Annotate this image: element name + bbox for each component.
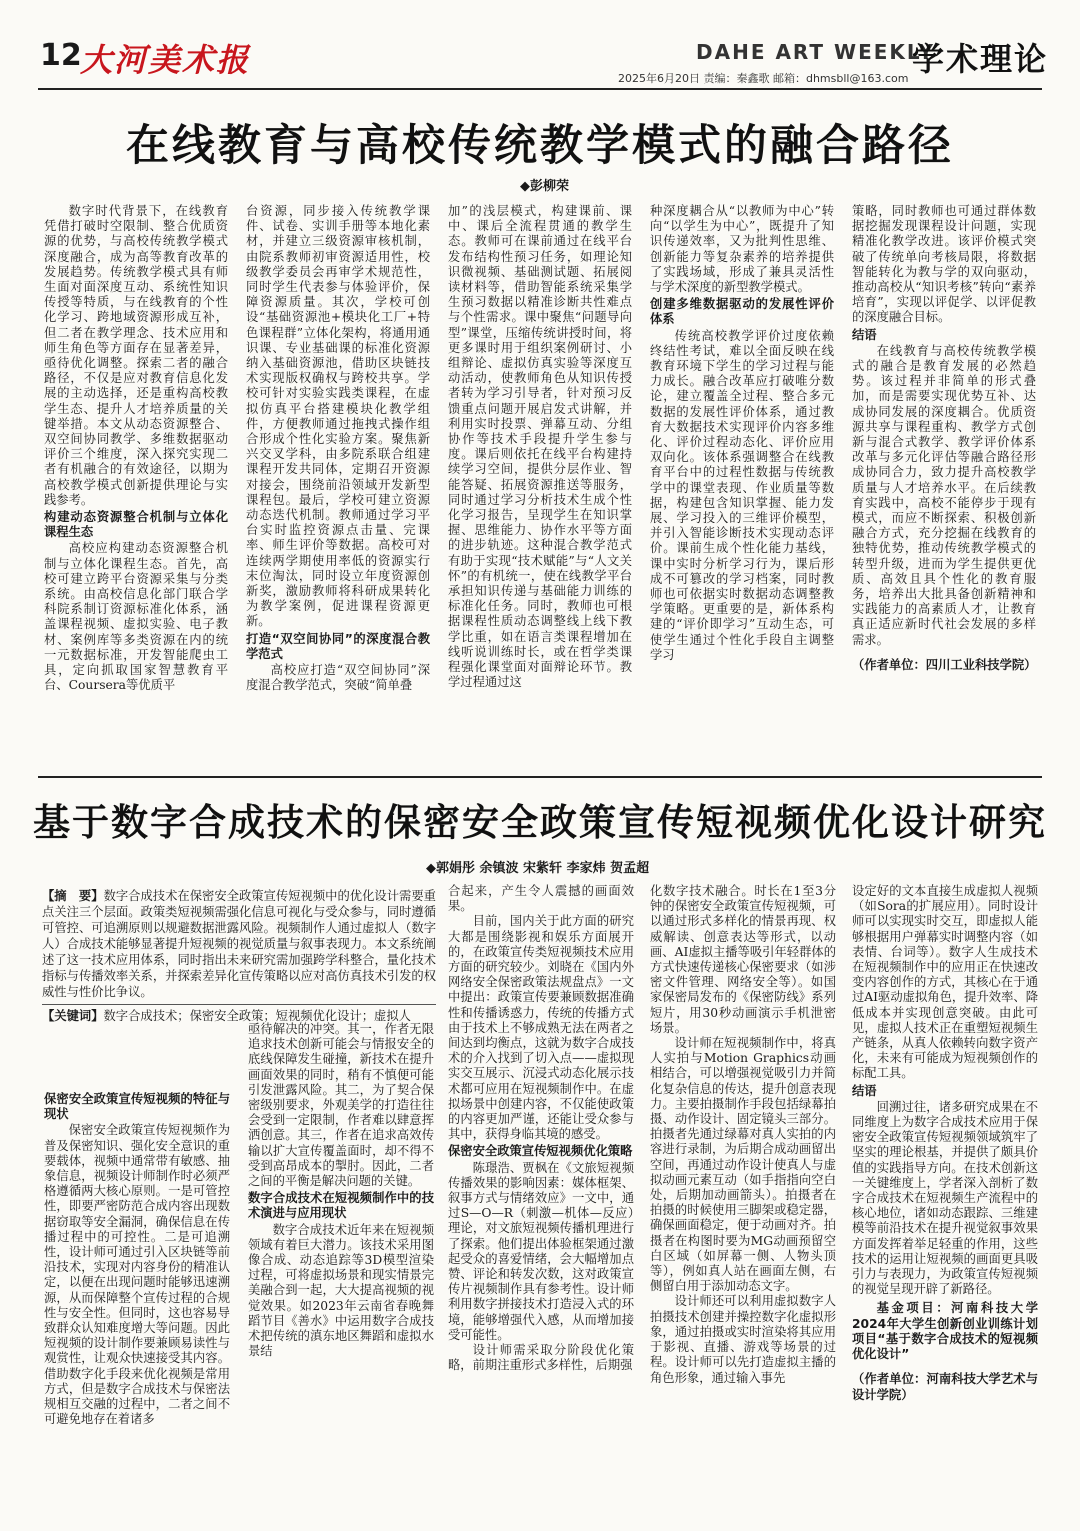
paragraph: 合起来，产生令人震撼的画面效果。 <box>448 884 634 914</box>
article2-column-1 <box>44 1090 230 1520</box>
paragraph: 数字时代背景下，在线教育凭借打破时空限制、整合优质资源的优势，与高校传统教学模式深度融合，成为高等教育改革的发展趋势。传统教学模式具有师生面对面深度互动、系统性知识传授等特质，与在线教育的个性化学习、跨地域资源形成互补，但二者在教学理念、技术应用和师生角色等方面存在显著差异，亟待优化调整。探索二者的融合路径，不仅是应对教育信息化发展的主动选择，还是重构高校教学生态、提升人才培养质量的关键举措。本文从动态资源整合、双空间协同教学、多维数据驱动评价三个维度，深入探究实现二者有机融合的有效途径，以期为高校教学模式创新提供理论与实践参考。 <box>44 204 228 507</box>
subheading: 数字合成技术在短视频制作中的技术演进与应用现状 <box>248 1191 434 1221</box>
article2-byline: ◆郭娟彤 余镇波 宋紫轩 李家炜 贺孟超 <box>426 861 650 876</box>
paragraph: 保密安全政策宣传短视频作为普及保密知识、强化安全意识的重要载体，视频中通常带有敏感、抽象信息，视频设计师制作时必须严格遵循两大核心原则。一是可管控性，即要严密防范合成内容出现数据窃取等安全漏洞，确保信息在传播过程中的可控性。二是可追溯性，设计师可通过引入区块链等前沿技术，实现对内容身份的精准认定，以便在出现问题时能够迅速溯源，从而保障整个宣传过程的合规性与安全性。但同时，这也容易导致群众认知难度增大等问题。因此短视频的设计制作要兼顾易读性与观赏性，让观众快速接受其内容。借助数字化手段来优化视频是常用方式，但是数字合成技术与保密法规相互交融的过程中，二者之间不可避免地存在着诸多 <box>44 1123 230 1427</box>
article2-title: 基于数字合成技术的保密安全政策宣传短视频优化设计研究 <box>33 801 1047 844</box>
article2-column-4 <box>650 884 836 1520</box>
subheading: 保密安全政策宣传短视频的特征与现状 <box>44 1092 230 1122</box>
subheading: 创建多维数据驱动的发展性评价体系 <box>650 297 834 327</box>
subheading: 构建动态资源整合机制与立体化课程生态 <box>44 510 228 540</box>
header-rule <box>38 88 1042 90</box>
subheading: 打造“双空间协同”的深度混合教学范式 <box>246 631 430 661</box>
abstract-text: 数字合成技术在保密安全政策宣传短视频中的优化设计需要重点关注三个层面。政策类短视频需强化信息可视化与受众参与，同时遵循可管控、可追溯原则以规避数据泄露风险。视频制作人通过虚拟人（数字人）合成技术能够显著提升短视频的视觉质量与叙事表现力。本文系统阐述了这一技术应用体系，同时指出未来研究需加强跨学科整合，量化技术指标与传播效率关系，并探索差异化宣传策略以应对高仿真技术引发的权威性与性价比争议。 <box>42 889 436 999</box>
subheading: 结语 <box>852 1083 877 1098</box>
author-affiliation: （作者单位：四川工业科技学院） <box>852 657 1036 672</box>
paragraph: 陈璟浩、贾枫在《文旅短视频传播效果的影响因素：媒体框架、叙事方式与情绪效应》一文中，通过S—O—R（刺激—机体—反应）理论，对文旅短视频传播机理进行了探索。他们提出体验框架通过激起受众的喜爱情绪，会大幅增加点赞、评论和转发次数，这对政策宣传片视频制作具有参考性。设计师利用数字拼接技术打造浸入式的环境，能够增强代入感，从而增加接受可能性。 <box>448 1160 634 1342</box>
article1-column-4 <box>650 204 834 764</box>
paragraph: 设定好的文本直接生成虚拟人视频（如Sora的扩展应用）。同时设计师可以实现实时交互，即虚拟人能够根据用户弹幕实时调整内容（如表情、台词等）。数字人生成技术在短视频制作中的应用正在快速改变内容创作的方式，其核心在于通过AI驱动虚拟角色，提升效率、降低成本并实现创意突破。由此可见，虚拟人技术正在重塑短视频生产链条，从真人依赖转向数字资产化，未来有可能成为短视频创作的标配工具。 <box>852 884 1038 1081</box>
article2-column-5 <box>852 884 1038 1520</box>
paragraph: 设计师需采取分阶段优化策略，前期注重形式多样性，后期强 <box>448 1343 634 1373</box>
paragraph: 在线教育与高校传统教学模式的融合是教育发展的必然趋势。该过程并非简单的形式叠加，而是需要实现优势互补、达成协同发展的深度耦合。优质资源共享与课程重构、教学方式创新与混合式教学、教学评价体系改革与多元化评估等融合路径形成协同合力，致力提升高校教学质量与人才培养水平。在后续教育实践中，高校不能停步于现有模式，而应不断探索、积极创新融合方式，充分挖掘在线教育的独特优势，推动传统教学模式的转型升级，进而为学生提供更优质、高效且具个性化的教育服务，培养出大批具备创新精神和实践能力的高素质人才，让教育真正适应新时代社会发展的多样需求。 <box>852 343 1036 647</box>
masthead-english: DAHE ART WEEKLY <box>696 40 936 64</box>
paragraph: 设计师在短视频制作中，将真人实拍与Motion Graphics动画相结合，可以增强视觉吸引力并简化复杂信息的传达，提升创意表现力。主要拍摄制作手段包括绿幕拍摄、动作设计、固定镜头三部分。拍摄者先通过绿幕对真人实拍的内容进行录制，为后期合成动画留出空间，再通过动作设计使真人与虚拟动画元素互动（如手指指向空白处，后期加动画箭头）。拍摄者在拍摄的时候使用三脚架或稳定器，确保画面稳定，便于动画对齐。拍摄者在构图时要为MG动画预留空白区域（如屏幕一侧、人物头顶等），例如真人站在画面左侧，右侧留白用于添加动态文字。 <box>650 1036 836 1294</box>
paragraph: 目前，国内关于此方面的研究大都是围绕影视和娱乐方面展开的，在政策宣传类短视频技术应用方面的研究较少。刘晓在《国内外网络安全保密政策法规盘点》一文中提出：政策宣传要兼顾数据准确性和传播诱惑力，传统的传播方式由于技术上不够成熟无法在两者之间达到均衡点，这就为数字合成技术的介入找到了切入点——虚拟现实交互展示、沉浸式动态化展示技术都可应用在短视频制作中。在虚拟场景中创建内容，不仅能使政策的内容更加严谨，还能让受众参与其中，获得身临其境的感受。 <box>448 914 634 1142</box>
keywords-text: 数字合成技术；保密安全政策；短视频优化设计；虚拟人 <box>103 1009 411 1023</box>
section-title: 学术理论 <box>912 40 1049 78</box>
paragraph: 数字合成技术近年来在短视频领域有着巨大潜力。该技术采用图像合成、动态追踪等3D模型渲染过程，可将虚拟场景和现实情景完美融合到一起，大大提高视频的视觉效果。如2023年云南省春晚舞蹈节目《善水》中运用数字合成技术把传统的滇东地区舞蹈和虚拟水景结 <box>248 1222 434 1359</box>
dateline: 2025年6月20日 责编：秦鑫歌 邮箱：dhmsbll@163.com <box>618 72 909 85</box>
page-number: 12 <box>40 38 82 73</box>
article1-column-2 <box>246 204 430 764</box>
article2-abstract <box>42 888 436 1024</box>
article2-column-3 <box>448 884 634 1520</box>
article1-column-3 <box>448 204 632 764</box>
paragraph: 高校应构建动态资源整合机制与立体化课程生态。首先，高校可建立跨平台资源采集与分类系统。由高校信息化部门联合学科院系制订资源标准化体系，涵盖课程视频、虚拟实验、电子教材、案例库等多类资源在内的统一元数据标准，开发智能爬虫工具，定向抓取国家智慧教育平台、Coursera等优质平 <box>44 541 228 693</box>
paragraph: 化数字技术融合。时长在1至3分钟的保密安全政策宣传短视频，可以通过形式多样化的情景再现、权威解读、创意表达等形式，以动画、AI虚拟主播等吸引年轻群体的方式快速传递核心保密要求（如涉密文件管理、网络安全等）。如国家保密局发布的《保密防线》系列短片，用30秒动画演示手机泄密场景。 <box>650 884 836 1035</box>
article1-byline: ◆彭柳荣 <box>520 179 569 194</box>
paragraph: 传统高校教学评价过度依赖终结性考试，难以全面反映在线教育环境下学生的学习过程与能力成长。融合改革应打破唯分数论，建立覆盖全过程、整合多元数据的发展性评价体系，通过教育大数据技术实现评价内容多维化、评价过程动态化、评价应用双向化。该体系强调整合在线教育平台中的过程性数据与传统教学中的课堂表现、作业质量等数据，构建包含知识掌握、能力发展、学习投入的三维评价模型，并引入智能诊断技术实现动态评价。课前生成个性化能力基线，课中实时分析学习行为，课后形成不可篡改的学习档案，同时教师也可依据实时数据动态调整教学策略。更重要的是，新体系构建的“评价即学习”互动生态，可使学生通过个性化手段自主调整学习 <box>650 328 834 662</box>
paragraph: 台资源，同步接入传统教学课件、试卷、实训手册等本地化素材，并建立三级资源审核机制，由院系教师初审资源适用性，校级教学委员会再审学术规范性，同时学生代表参与体验评价，保障资源质量。其次，学校可创设“基础资源池+模块化工厂+特色课程群”立体化架构，将通用通识课、专业基础课的标准化资源纳入基础资源池，借助区块链技术实现版权确权与跨校共享。学校可针对实验实践类课程，在虚拟仿真平台搭建模块化教学组件，方便教师通过拖拽式操作组合形成个性化实验方案。聚焦新兴交叉学科，由多院系联合组建课程开发共同体，定期召开资源对接会，围绕前沿领域开发新型课程包。最后，学校可建立资源动态迭代机制。教师通过学习平台实时监控资源点击量、完课率、师生评价等数据。高校可对连续两学期使用率低的资源实行末位淘汰，同时设立年度资源创新奖，激励教师将科研成果转化为教学案例，促进课程资源更新。 <box>246 204 430 629</box>
paragraph: 亟待解决的冲突。其一，作者无限追求技术创新可能会与情报安全的底线保障发生碰撞，新技术在提升画面效果的同时，稍有不慎便可能引发泄露风险。其二，为了契合保密级别要求，外观美学的打造往往会受到一定限制，作者难以肆意挥洒创意。其三，作者在追求高效传输以扩大宣传覆盖面时，却不得不受到高昂成本的掣肘。因此，二者之间的平衡是解决问题的关键。 <box>248 1022 434 1189</box>
article-divider <box>38 776 1042 778</box>
article2-column-2 <box>248 1022 434 1520</box>
fund-note: 基金项目：河南科技大学2024年大学生创新创业训练计划项目“基于数字合成技术的短视频优化设计” <box>852 1301 1038 1362</box>
abstract-rule <box>42 1004 436 1005</box>
paragraph: 策略，同时教师也可通过群体数据挖掘发现课程设计问题，实现精准化教学改进。该评价模式突破了传统单向考核局限，将数据智能转化为教与学的双向驱动，推动高校从“知识考核”转向“素养培育”，实现以评促学、以评促教的深度融合目标。 <box>852 204 1036 325</box>
abstract-label: 【摘 要】 <box>42 889 104 903</box>
paragraph: 种深度耦合从“以教师为中心”转向“以学生为中心”，既提升了知识传递效率，又为批判性思维、创新能力等复杂素养的培养提供了实践场域，形成了兼具灵活性与学术深度的新型教学模式。 <box>650 204 834 295</box>
article1-title: 在线教育与高校传统教学模式的融合路径 <box>126 121 954 171</box>
subheading: 结语 <box>852 327 877 342</box>
subheading: 保密安全政策宣传短视频优化策略 <box>448 1144 633 1159</box>
paragraph: 高校应打造“双空间协同”深度混合教学范式，突破“简单叠 <box>246 663 430 693</box>
author-affiliation: （作者单位：河南科技大学艺术与设计学院） <box>852 1372 1038 1402</box>
paragraph: 加”的浅层模式，构建课前、课中、课后全流程贯通的教学生态。教师可在课前通过在线平台发布结构性预习任务，如理论知识微视频、基础测试题、拓展阅读材料等，借助智能系统采集学生预习数据以精准诊断共性难点与个性需求。课中聚焦“问题导向型”课堂，压缩传统讲授时间，将更多课时用于组织案例研讨、小组辩论、虚拟仿真实验等深度互动活动，使教师角色从知识传授者转为学习引导者，针对预习反馈重点问题开展启发式讲解，并利用实时投票、弹幕互动、分组协作等技术手段提升学生参与度。课后则依托在线平台构建持续学习空间，提供分层作业、智能答疑、拓展资源推送等服务，同时通过学习分析技术生成个性化学习报告，呈现学生在知识掌握、思维能力、协作水平等方面的进步轨迹。这种混合教学范式有助于实现“技术赋能”与“人文关怀”的有机统一，使在线教学平台承担知识传递与基础能力训练的标准化任务。同时，教师也可根据课程性质动态调整线上线下教学比重，如在语言类课程增加在线听说训练时长，或在哲学类课程强化课堂面对面辩论环节。教学过程通过这 <box>448 204 632 690</box>
article1-column-1 <box>44 204 228 764</box>
paragraph: 设计师还可以利用虚拟数字人拍摄技术创建并操控数字化虚拟形象，通过拍摄或实时渲染将其应用于影视、直播、游戏等场景的过程。设计师可以先打造虚拟主播的角色形象，通过输入事先 <box>650 1294 836 1385</box>
paragraph: 回溯过往，诸多研究成果在不同维度上为数字合成技术应用于保密安全政策宣传短视频领域筑牢了坚实的理论根基，并提供了颇具价值的实践指导方向。在技术创新这一关键维度上，学者深入剖析了数字合成技术在短视频生产流程中的核心地位，诸如动态跟踪、三维建模等前沿技术在提升视觉叙事效果方面发挥着举足轻重的作用，这些技术的运用让短视频的画面更具吸引力与表现力，为政策宣传短视频的视觉呈现开辟了新路径。 <box>852 1099 1038 1297</box>
article1-column-5 <box>852 204 1036 764</box>
keywords-label: 【关键词】 <box>42 1009 104 1023</box>
masthead-logo: 大河美术报 <box>80 41 251 79</box>
